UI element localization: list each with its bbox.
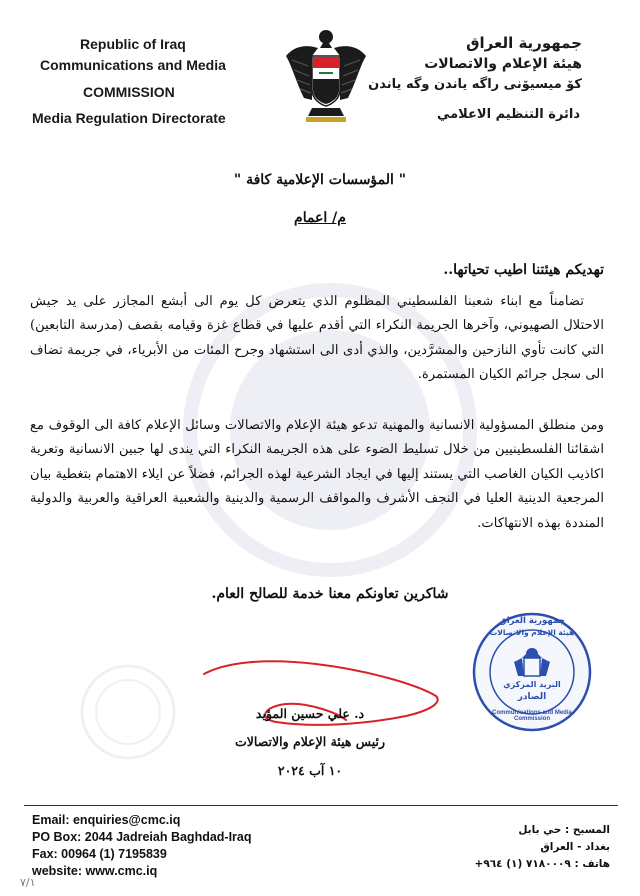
greeting-line: تهديكم هيئتنا اطيب تحياتها..	[443, 262, 604, 278]
footer-ar-phone: هاتف : ٧١٨٠٠٠٩ (١) ٩٦٤+	[474, 858, 610, 870]
page-mark: ٧/١	[20, 876, 36, 889]
subject-line	[200, 207, 440, 226]
letterhead-ar-line4: دائرة التنظيم الاعلامي	[436, 107, 580, 122]
stamp-center-line1: البريد المركزي	[503, 680, 561, 689]
footer-contact-en	[32, 812, 332, 880]
recipient-line: " المؤسسات الإعلامية كافة "	[233, 172, 407, 188]
footer-website: website: www.cmc.iq	[32, 864, 158, 878]
letterhead-en-line2: Communications and Media	[40, 57, 226, 73]
stamp-center-line2: الصادر	[517, 692, 547, 702]
official-stamp	[470, 610, 594, 734]
footer-pobox: PO Box: 2044 Jadreiah Baghdad-Iraq	[32, 830, 252, 844]
letterhead-ar-line2: هيئة الإعلام والاتصالات	[424, 56, 582, 72]
handwritten-signature-icon	[196, 656, 446, 736]
emboss-seal-icon	[78, 662, 178, 762]
footer-divider	[24, 805, 618, 806]
signatory-title: رئيس هيئة الإعلام والاتصالات	[234, 734, 386, 749]
stamp-top-text: جمهورية العراق	[499, 616, 565, 626]
paragraph-2: ومن منطلق المسؤولية الانسانية والمهنية تدعو هيئة الإعلام والاتصالات وسائل الإعلام كافة الى الوقوف مع اشقائنا الفلسطينيين من خلال تسليط الضوء على هذه الجريمة النكراء التي يندى لها جبين الانسانية وتعرية اكاذيب الكيان الغاصب التي يستند إليها في ايجاد الشرعية لهذه الجرائم، فضلاً عن ايلاء الاهتمام بتغطية بيان المرجعية الدينية العليا في النجف الأشرف والمواقف الرسمية والدينية والشعبية العراقية والعربية والدولية المنددة بهذه الانتهاكات.	[30, 418, 604, 531]
footer-ar-city: بغداد - العراق	[540, 841, 610, 853]
footer-fax: Fax: 00964 (1) 7195839	[32, 847, 167, 861]
letterhead-ar-line1: جمهورية العراق	[466, 34, 582, 52]
letterhead-en-line3: COMMISSION	[83, 84, 175, 100]
iraq-eagle-emblem-icon	[282, 26, 370, 126]
letterhead-ar-line3: كۆ ميسيۆنى راگه ياندن وگه ياندن	[368, 77, 582, 92]
paragraph-1: تضامناً مع ابناء شعبنا الفلسطيني المظلوم الذي يتعرض كل يوم الى أبشع المجازر على يد جيش الاحتلال الصهيوني، وآخرها الجريمة النكراء التي أقدم عليها في قطاع غزة وقيامه بقصف (مدرسة التابعين) التي كانت تأوي النازحين والمشرَّدين، والذي أدى الى استشهاد وجرح المئات من الأبرياء، في جريمة تضاف الى سجل جرائم الكيان المستمرة.	[30, 294, 604, 383]
letter-date: ١٠ آب ٢٠٢٤	[277, 763, 343, 778]
footer-ar-address: المسبح : حي بابل	[518, 824, 610, 836]
closing-line: شاكرين تعاونكم معنا خدمة للصالح العام.	[211, 586, 449, 602]
letterhead-en-line4: Media Regulation Directorate	[32, 110, 226, 126]
signatory-name: د. علي حسين المؤيد	[255, 706, 365, 721]
footer-email: Email: enquiries@cmc.iq	[32, 813, 181, 827]
subject-text: م/ اعمام	[294, 210, 346, 226]
stamp-ring-text: هيئة الإعلام والاتصالات	[489, 628, 575, 637]
footer-contact-ar	[450, 822, 610, 873]
letterhead-en-line1: Republic of Iraq	[80, 36, 186, 52]
letterhead	[0, 0, 640, 140]
stamp-bottom-text: Communications and Media Commission	[492, 710, 572, 722]
